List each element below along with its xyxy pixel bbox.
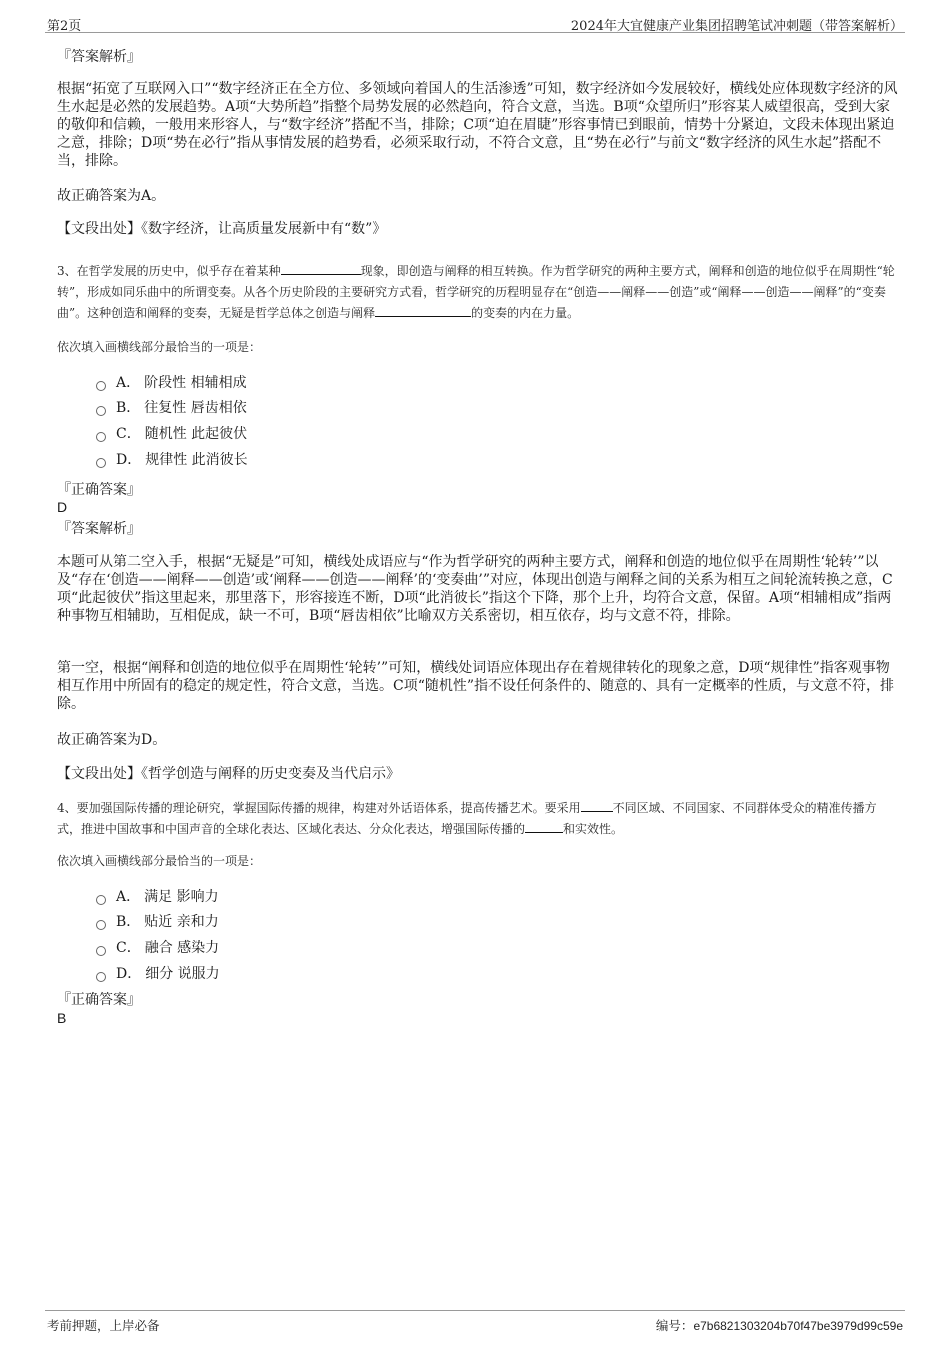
q2-conclusion: 故正确答案为A。	[57, 188, 166, 204]
q3-stem-part1: 3、在哲学发展的历史中，似乎存在着某种	[57, 264, 281, 278]
radio-icon[interactable]	[96, 895, 106, 905]
q3-source: 【文段出处】《哲学创造与阐释的历史变奏及当代启示》	[57, 766, 400, 782]
q4-stem-part3: 和实效性。	[563, 822, 624, 836]
radio-icon[interactable]	[96, 946, 106, 956]
q4-stem-part2: 不同区域、不同国家、不同群体受众的精准传播方式，推进中国故事和中国声音的全球化表达、区域化表达、分众化表达，增强国际传播的	[57, 801, 877, 836]
radio-icon[interactable]	[96, 458, 106, 468]
q3-option-c[interactable]: C． 随机性 此起彼伏	[96, 424, 247, 444]
q3-option-b[interactable]: B． 往复性 唇齿相依	[96, 398, 247, 418]
q4-blank-2	[525, 820, 563, 833]
q4-correct-value: B	[57, 1010, 67, 1026]
q4-stem	[57, 798, 900, 840]
q3-stem-part2: 现象，即创造与阐释的相互转换。作为哲学研究的两种主要方式，阐释和创造的地位似乎在周期性“轮转”，形成如同乐曲中的所谓变奏。从各个历史阶段的主要研究方式看，哲学研究的历程明显存在“创造——阐释——创造”或“阐释——创造——阐释”的“变奏曲”。这种创造和阐释的变奏，无疑是哲学总体之创造与阐释	[57, 264, 895, 320]
q3-correct-value: D	[57, 499, 68, 515]
q2-analysis-label: 『答案解析』	[57, 49, 141, 65]
q4-correct-label: 『正确答案』	[57, 992, 141, 1008]
q3-conclusion: 故正确答案为D。	[57, 732, 167, 748]
q4-blank-1	[581, 799, 613, 812]
footer-slogan: 考前押题，上岸必备	[47, 1318, 160, 1333]
footer-id-value: e7b6821303204b70f47be3979d99c59e	[693, 1319, 903, 1333]
q3-option-d[interactable]: D． 规律性 此消彼长	[96, 450, 248, 470]
q3-blank-2	[375, 304, 471, 317]
q3-option-a[interactable]: A． 阶段性 相辅相成	[96, 373, 247, 393]
q3-analysis-p1: 本题可从第二空入手，根据“无疑是”可知，横线处成语应与“作为哲学研究的两种主要方式，阐释和创造的地位似乎在周期性‘轮转’”以及“存在‘创造——阐释——创造’或‘阐释——创造——阐释’的‘变奏曲’”对应，体现出创造与阐释之间的关系为相互之间轮流转换之意，C项“此起彼伏”指这里起来，那里落下，形容接连不断，D项“此消彼长”指这个下降，那个上升，均符合文意，保留。A项“相辅相成”指两种事物互相辅助，互相促成，缺一不可，B项“唇齿相依”比喻双方关系密切，相互依存，均与文意不符，排除。	[57, 554, 893, 624]
footer-id-label: 编号：	[655, 1318, 694, 1333]
page-header	[45, 12, 905, 33]
q4-option-b[interactable]: B． 贴近 亲和力	[96, 912, 219, 932]
q3-stem-part3: 的变奏的内在力量。	[471, 306, 580, 320]
footer-id	[656, 1316, 903, 1334]
q3-analysis-label: 『答案解析』	[57, 521, 141, 537]
q4-option-a[interactable]: A． 满足 影响力	[96, 887, 219, 907]
radio-icon[interactable]	[96, 972, 106, 982]
page-footer	[45, 1310, 905, 1335]
q3-analysis-p2: 第一空，根据“阐释和创造的地位似乎在周期性‘轮转’”可知，横线处词语应体现出存在着规律转化的现象之意，D项“规律性”指客观事物相互作用中所固有的稳定的规定性，符合文意，当选。C项“随机性”指不设任何条件的、随意的、具有一定概率的性质，与文意不符，排除。	[57, 660, 895, 712]
q3-blank-1	[281, 262, 361, 275]
q3-prompt: 依次填入画横线部分最恰当的一项是：	[57, 340, 262, 354]
radio-icon[interactable]	[96, 406, 106, 416]
radio-icon[interactable]	[96, 920, 106, 930]
q4-prompt: 依次填入画横线部分最恰当的一项是：	[57, 854, 262, 868]
q2-analysis-text: 根据“拓宽了互联网入口”“数字经济正在全方位、多领域向着国人的生活渗透”可知，数字经济如今发展较好，横线处应体现数字经济的风生水起是必然的发展趋势。A项“大势所趋”指整个局势发展的必然趋向，符合文意，当选。B项“众望所归”形容某人威望很高，受到大家的敬仰和信赖，一般用来形容人，与“数字经济”搭配不当，排除；C项“迫在眉睫”形容事情已到眼前，情势十分紧迫，文段未体现出紧迫之意，排除；D项“势在必行”指从事情发展的趋势看，必须采取行动，不符合文意，且“势在必行”与前文“数字经济的风生水起”搭配不当，排除。	[57, 81, 898, 169]
q3-correct-label: 『正确答案』	[57, 482, 141, 498]
radio-icon[interactable]	[96, 432, 106, 442]
q4-option-d[interactable]: D． 细分 说服力	[96, 964, 220, 984]
q2-source: 【文段出处】《数字经济，让高质量发展新中有“数”》	[57, 221, 387, 237]
radio-icon[interactable]	[96, 381, 106, 391]
document-title: 2024年大宜健康产业集团招聘笔试冲刺题（带答案解析）	[570, 19, 903, 34]
q3-stem	[57, 261, 900, 324]
q4-stem-part1: 4、要加强国际传播的理论研究，掌握国际传播的规律，构建对外话语体系，提高传播艺术。要采用	[57, 801, 581, 815]
q4-option-c[interactable]: C． 融合 感染力	[96, 938, 219, 958]
page-number: 第2页	[47, 19, 82, 34]
